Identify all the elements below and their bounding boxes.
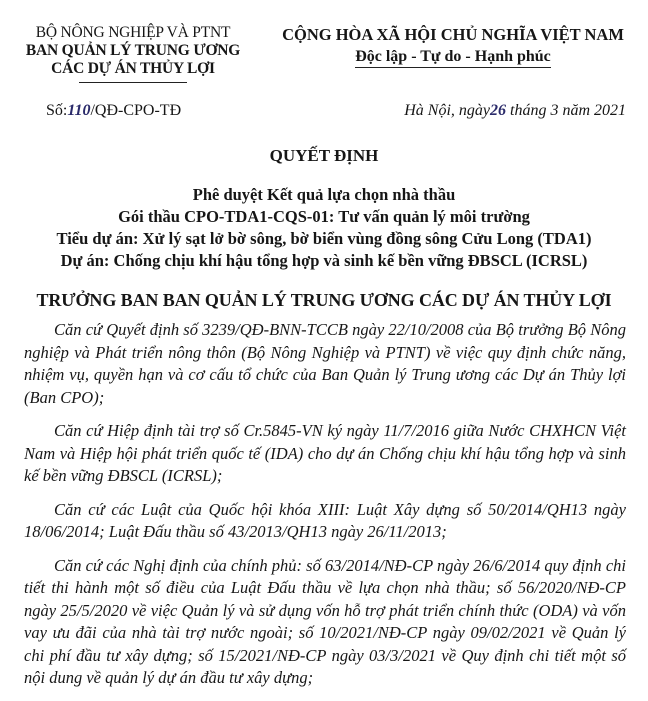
agency-name-line2: CÁC DỰ ÁN THỦY LỢI xyxy=(51,60,215,77)
issuing-authority: TRƯỞNG BAN BAN QUẢN LÝ TRUNG ƯƠNG CÁC DỰ ÁN THỦY LỢI xyxy=(36,290,612,310)
agency-name-line1: BAN QUẢN LÝ TRUNG ƯƠNG xyxy=(25,42,241,59)
ministry-name: BỘ NÔNG NGHIỆP VÀ PTNT xyxy=(35,24,231,41)
legal-basis-paragraph: Căn cứ các Luật của Quốc hội khóa XIII: Luật Xây dựng số 50/2014/QH13 ngày 18/06/2014; Luật Đấu thầu số 43/2013/QH13 ngày 26/11/2013; xyxy=(24,499,626,541)
document-number-prefix: Số: xyxy=(46,102,68,119)
place-date-suffix: tháng 3 năm 2021 xyxy=(506,102,626,119)
national-title: CỘNG HÒA XÃ HỘI CHỦ NGHĨA VIỆT NAM xyxy=(282,25,624,44)
document-number-handwritten: 110 xyxy=(67,102,91,119)
agency-underline xyxy=(79,82,187,83)
subject-line-2: Gói thầu CPO-TDA1-CQS-01: Tư vấn quản lý môi trường xyxy=(118,207,530,226)
place-date-prefix: Hà Nội, ngày xyxy=(404,102,490,119)
national-header-block xyxy=(268,24,638,68)
document-number xyxy=(46,102,181,120)
legal-basis-paragraph: Căn cứ Quyết định số 3239/QĐ-BNN-TCCB ngày 22/10/2008 của Bộ trưởng Bộ Nông nghiệp và Phát triển nông thôn (Bộ Nông Nghiệp và PTNT) về việc quy định chức năng, nhiệm vụ, quyền hạn và cơ cấu tổ chức của Ban Quản lý Trung ương các Dự án Thủy lợi (Ban CPO); xyxy=(24,320,626,407)
date-day-handwritten: 26 xyxy=(490,102,506,119)
document-number-suffix: /QĐ-CPO-TĐ xyxy=(90,102,182,119)
legal-basis-paragraph: Căn cứ Hiệp định tài trợ số Cr.5845-VN ký ngày 11/7/2016 giữa Nước CHXHCN Việt Nam và Hiệp hội phát triển quốc tế (IDA) cho dự án Chống chịu khí hậu tổng hợp và sinh kế bền vững ĐBSCL (ICRSL); xyxy=(24,421,626,485)
place-and-date xyxy=(404,102,626,120)
legal-basis-paragraph: Căn cứ các Nghị định của chính phủ: số 63/2014/NĐ-CP ngày 26/6/2014 quy định chi tiết thi hành một số điều của Luật Đấu thầu về lựa chọn nhà thầu; số 56/2020/NĐ-CP ngày 25/5/2020 về việc Quản lý và sử dụng vốn hỗ trợ phát triển chính thức (ODA) và vốn vay ưu đãi của nhà tài trợ nước ngoài; số 10/2021/NĐ-CP ngày 09/02/2021 về Quản lý chi phí đầu tư xây dựng; số 15/2021/NĐ-CP ngày 03/3/2021 về Quy định chi tiết một số nội dung về quản lý dự án đầu tư xây dựng; xyxy=(24,555,626,687)
subject-line-3: Tiểu dự án: Xử lý sạt lở bờ sông, bờ biển vùng đồng sông Cửu Long (TDA1) xyxy=(56,229,592,248)
document-title: QUYẾT ĐỊNH xyxy=(269,146,379,165)
issuing-agency-block xyxy=(6,24,260,83)
national-motto: Độc lập - Tự do - Hạnh phúc xyxy=(355,47,551,68)
subject-line-1: Phê duyệt Kết quả lựa chọn nhà thầu xyxy=(192,185,456,204)
document-subject xyxy=(0,184,648,272)
document-body xyxy=(24,319,626,701)
subject-line-4: Dự án: Chống chịu khí hậu tổng hợp và sinh kế bền vững ĐBSCL (ICRSL) xyxy=(60,251,588,270)
